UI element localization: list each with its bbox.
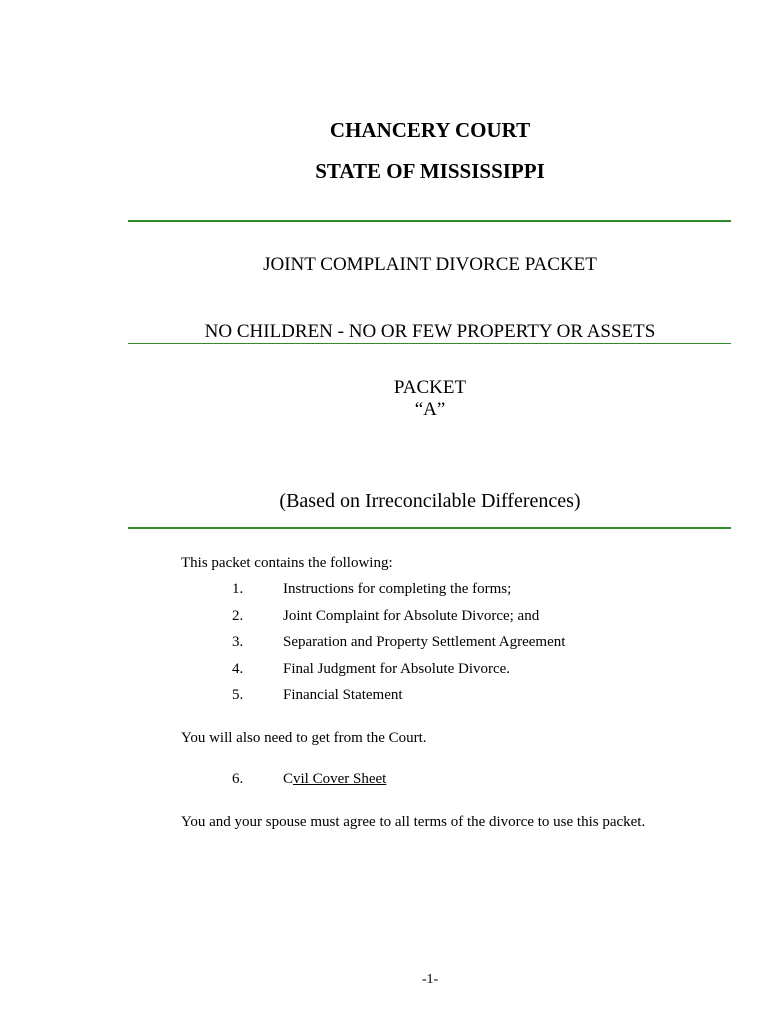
page-number: -1- bbox=[421, 972, 439, 987]
divider-subtitle bbox=[128, 343, 731, 344]
agreement-note: You and your spouse must agree to all terms of the divorce to use this packet. bbox=[181, 814, 646, 830]
list-item-text: Instructions for completing the forms; bbox=[283, 581, 512, 597]
state-name: STATE OF MISSISSIPPI bbox=[315, 159, 545, 183]
packet-label-block bbox=[45, 377, 770, 421]
court-note: You will also need to get from the Court. bbox=[181, 730, 427, 746]
civil-cover-sheet-text: vil Cover Sheet bbox=[293, 771, 387, 787]
list-item-text: Final Judgment for Absolute Divorce. bbox=[283, 661, 511, 677]
list-item-number: 2. bbox=[232, 608, 244, 624]
packet-subtitle: NO CHILDREN - NO OR FEW PROPERTY OR ASSETS bbox=[204, 321, 656, 342]
divider-basis bbox=[128, 527, 731, 529]
list-item-text: Joint Complaint for Absolute Divorce; and bbox=[283, 608, 540, 624]
list-item-number: 6. bbox=[232, 771, 244, 787]
list-item-number: 4. bbox=[232, 661, 244, 677]
packet-basis: (Based on Irreconcilable Differences) bbox=[279, 490, 581, 512]
packet-title: JOINT COMPLAINT DIVORCE PACKET bbox=[263, 254, 597, 275]
divider-top bbox=[128, 220, 731, 222]
list-item-number: 3. bbox=[232, 634, 244, 650]
contents-intro: This packet contains the following: bbox=[181, 555, 393, 571]
list-item-text: Financial Statement bbox=[283, 687, 403, 703]
list-item-number: 1. bbox=[232, 581, 244, 597]
packet-label: PACKET bbox=[393, 377, 467, 398]
list-item-text: Separation and Property Settlement Agreement bbox=[283, 634, 566, 650]
list-item-number: 5. bbox=[232, 687, 244, 703]
civil-cover-sheet-link[interactable] bbox=[283, 771, 386, 788]
court-name: CHANCERY COURT bbox=[329, 118, 531, 142]
civil-cover-sheet-prefix: C bbox=[283, 771, 294, 787]
packet-letter: “A” bbox=[414, 399, 446, 420]
